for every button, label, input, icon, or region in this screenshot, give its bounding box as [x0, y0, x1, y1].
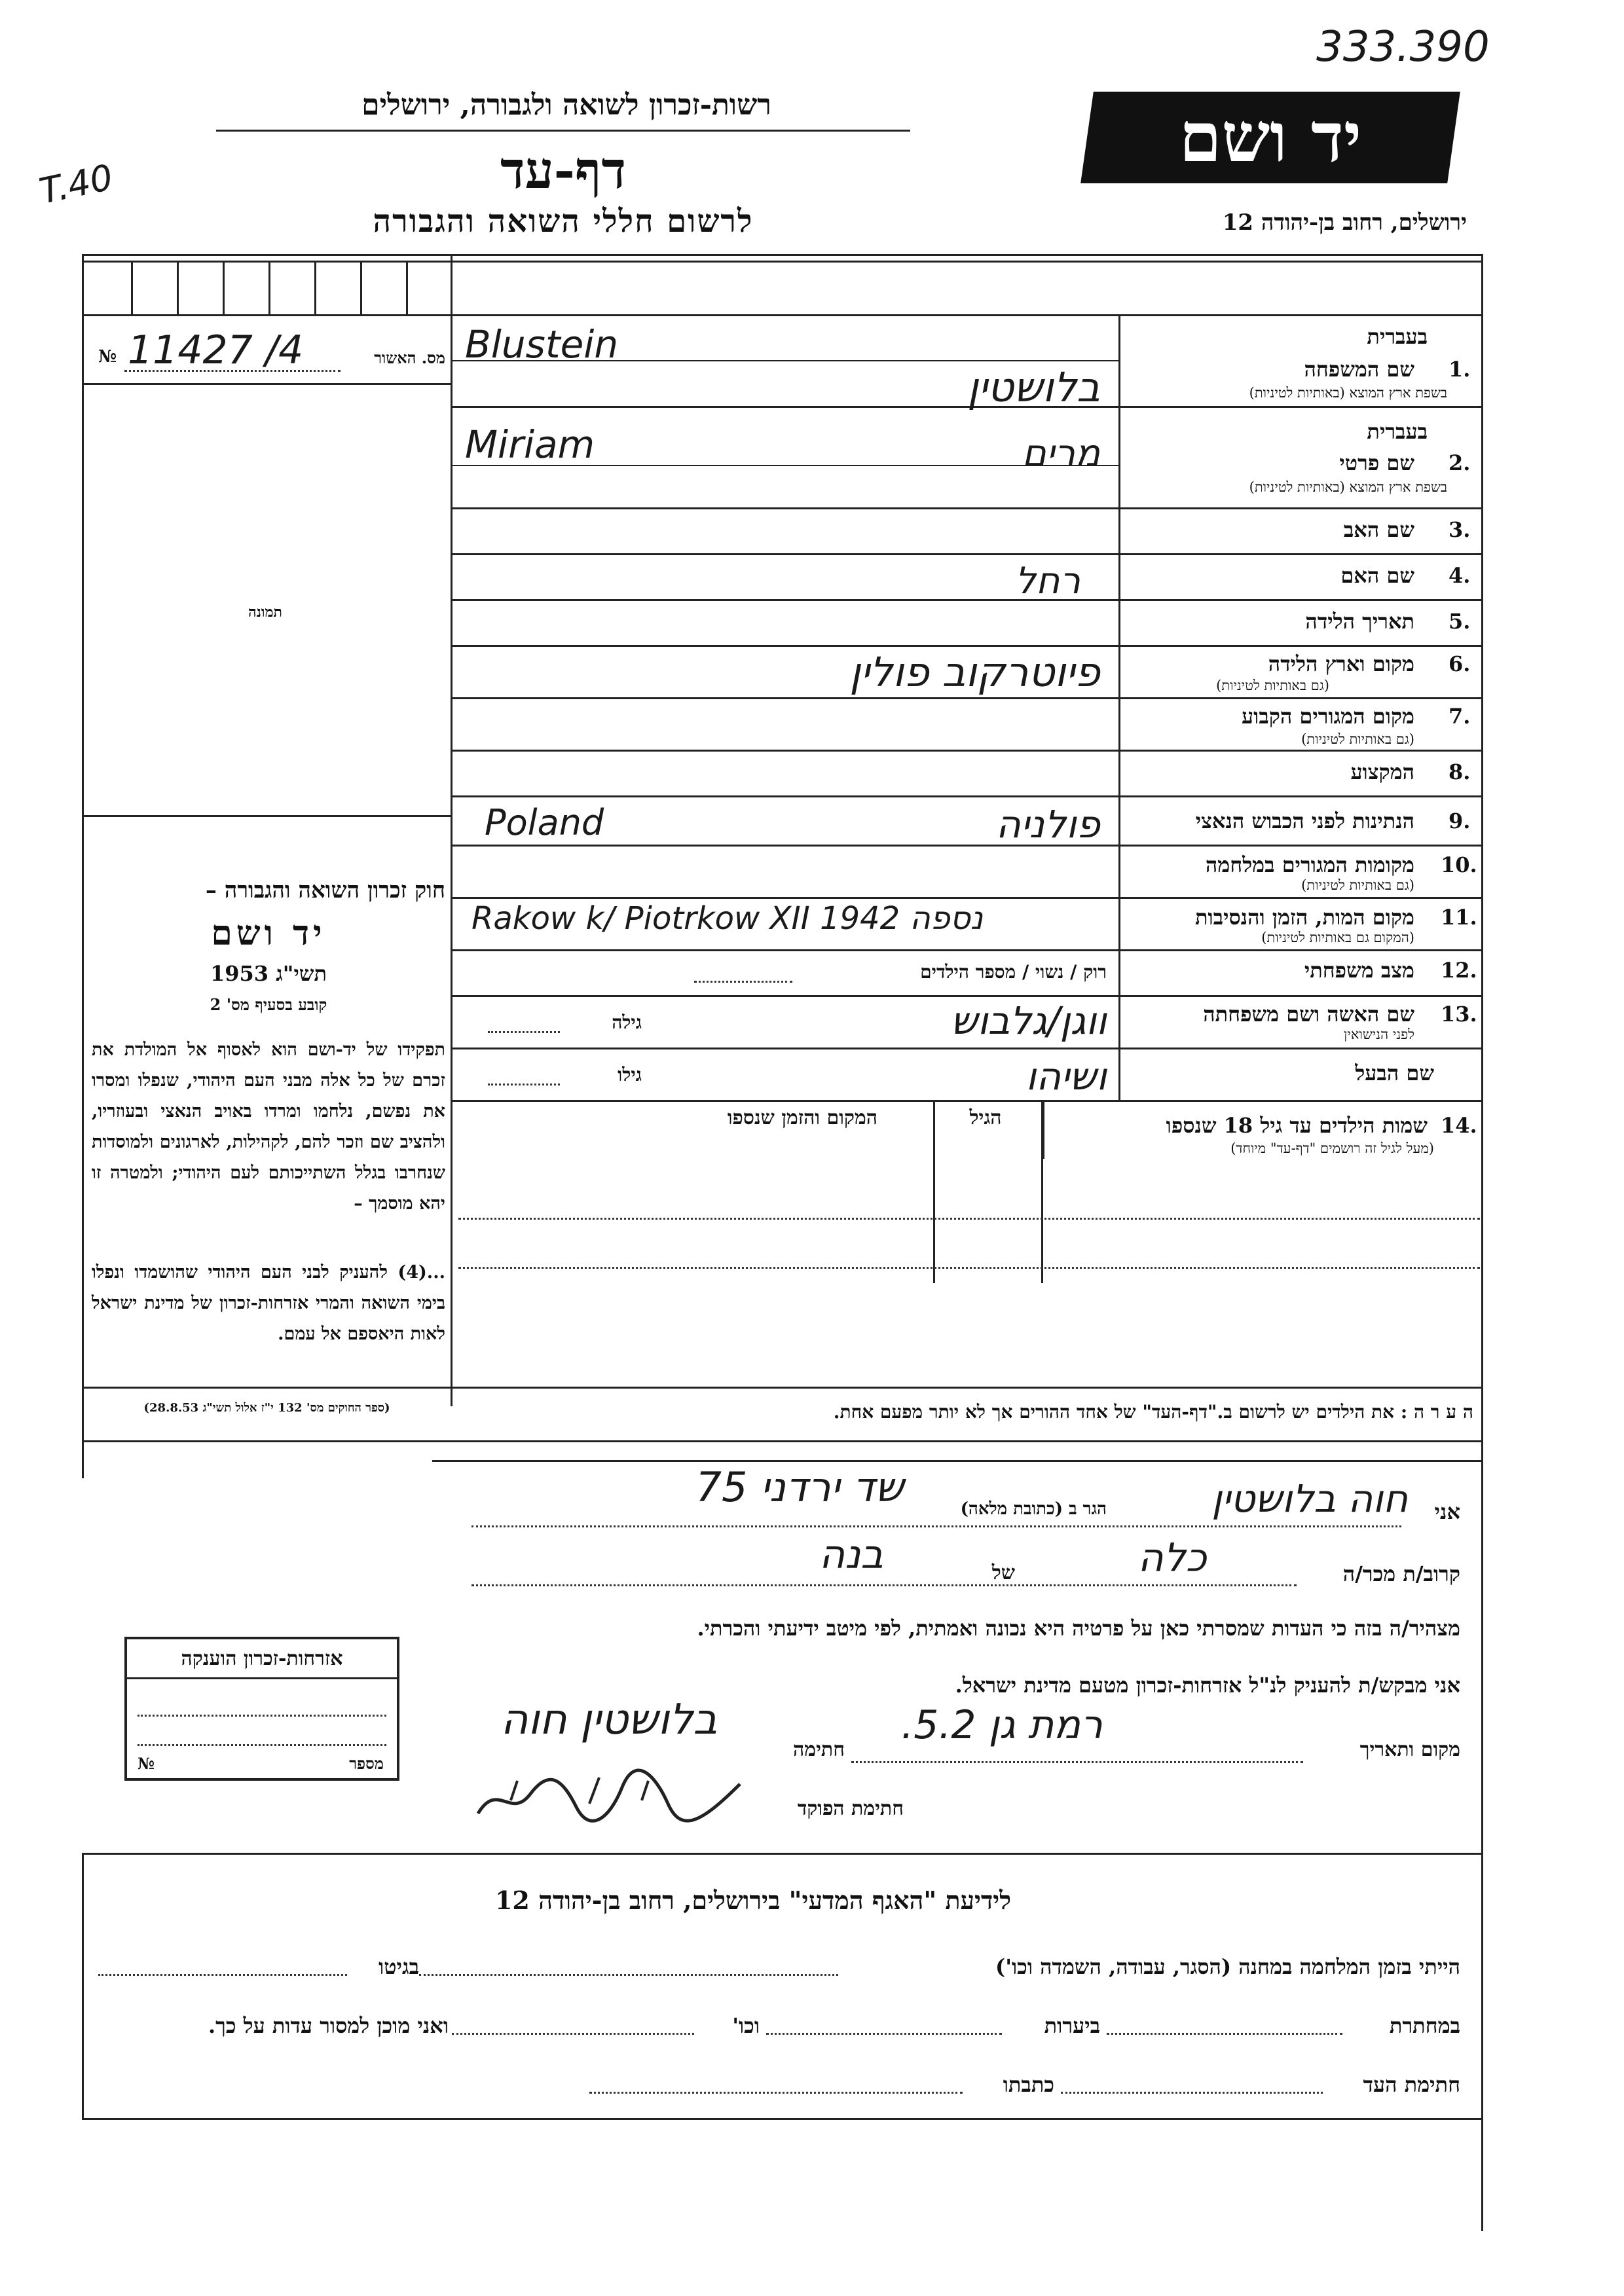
field-1-hebrew: בלושטין [967, 363, 1100, 411]
photo-box-bottom [82, 815, 452, 817]
footer-line3-dots-b [589, 2092, 963, 2094]
children-label: שמות הילדים עד גיל 18 שנספו [1166, 1113, 1428, 1138]
field-2-num: 2. [1449, 450, 1471, 475]
footer-line2-c: וכו' [732, 2013, 760, 2038]
footer-line2-dots-b [766, 2033, 1002, 2035]
children-num: 14. [1441, 1113, 1477, 1138]
children-section-bottom [451, 1387, 1483, 1389]
field-5-label: תאריך הלידה [1305, 609, 1414, 634]
field-8-label: המקצוע [1350, 759, 1414, 784]
field-3-label: שם האב [1343, 517, 1414, 542]
field-2-sub: בשפת ארץ המוצא (באותיות לטיניות) [1249, 479, 1447, 495]
clerk-signature-scribble [471, 1768, 747, 1827]
footer-line3-dots-a [1061, 2092, 1323, 2094]
field-13-value: ווגן/גלבוש [950, 998, 1107, 1043]
decl-ani: אני [1434, 1499, 1460, 1524]
field-6-num: 6. [1449, 651, 1471, 676]
row-sep-2 [451, 507, 1483, 509]
authority-underline [216, 130, 910, 132]
field-13-age-label: גילה [612, 1011, 642, 1033]
field-6-label: מקום וארץ הלידה [1268, 651, 1414, 676]
footer-line1-dots-b [98, 1974, 347, 1976]
field-2-tag: בעברית [1367, 419, 1428, 444]
approval-label: מס. האשור [374, 348, 445, 367]
note-bottom-2 [432, 1460, 1483, 1462]
photo-label: תמונה [248, 604, 282, 621]
field-2-latin: Miriam [465, 422, 595, 467]
field-13-sub: לפני הנישואין [1344, 1027, 1414, 1042]
field-11-sub: (המקום גם באותיות לטיניות) [1261, 930, 1414, 945]
strip-cell-3 [223, 261, 225, 314]
note-bottom [82, 1440, 1483, 1442]
authority-line: רשות-זכרון לשואה ולגבורה, ירושלים [361, 88, 771, 122]
children-row-2 [458, 1267, 1480, 1269]
field-10-sub: (גם באותיות לטיניות) [1301, 877, 1414, 893]
decl-clerk-label: חתימת הפוקד [797, 1797, 904, 1820]
footer-left [82, 1853, 84, 2120]
margin-note: T.40 [35, 156, 117, 213]
decl-place-date-label: מקום ותאריך [1359, 1738, 1460, 1761]
law-title: חוק זכרון השואה והגבורה – [205, 877, 445, 903]
footer-line2-b: ביערות [1044, 2013, 1100, 2038]
footer-line2-a: במחתרת [1389, 2013, 1460, 2038]
husband-age-dots [488, 1084, 560, 1085]
archive-number: 333.390 [1316, 23, 1490, 71]
strip-cell-2 [177, 261, 179, 314]
strip-cell-1 [131, 261, 133, 314]
photo-box-top [82, 383, 452, 385]
row-sep-8 [451, 795, 1483, 797]
strip-cell-5 [314, 261, 316, 314]
field-6-sub: (גם באותיות לטיניות) [1216, 678, 1329, 693]
children-col-place: המקום והזמן שנספו [727, 1106, 877, 1129]
row-sep-12 [451, 995, 1483, 997]
field-7-sub: (גם באותיות לטיניות) [1301, 731, 1414, 747]
law-citation: (ספר החוקים מס' 132 י"ז אלול תשי"ג 28.8.53) [143, 1401, 390, 1415]
husband-age-label: גילו [618, 1064, 642, 1085]
field-9-num: 9. [1449, 809, 1471, 833]
law-para-1: תפקידו של יד-ושם הוא לאסוף אל המולדת את זכרם של כל אלה מבני העם היהודי, שנפלו ומסרו את נפשם, נלחמו ומרדו באויב הנאצי ובעוזריו, ולהציב שם וזכר להם, לקהילות, לארגונים ולמוסדות שנחרבו בגלל השתייכותם לעם היהודי; ולמטרה זו יהא מוסמך – [92, 1040, 445, 1214]
decl-of-label: של [991, 1561, 1015, 1584]
citizenship-no-sign: № [138, 1754, 155, 1773]
row-sep-7 [451, 750, 1483, 752]
declaration-bottom [82, 1853, 1483, 1855]
frame-top [82, 254, 1483, 256]
footer-line1-a: הייתי בזמן המלחמה במחנה (הסגר, עבודה, השמדה וכו') [995, 1954, 1460, 1979]
note-line: ה ע ר ה : את הילדים יש לרשום ב."דף-העד" של אחד ההורים אך לא יותר מפעם אחת. [833, 1401, 1473, 1423]
decl-address-value: שד ירדני 75 [695, 1463, 904, 1511]
field-3-num: 3. [1449, 517, 1471, 542]
field-11-num: 11. [1441, 905, 1477, 930]
field-13-label: שם האשה ושם משפחתה [1203, 1002, 1414, 1027]
row-sep-3 [451, 553, 1483, 555]
field-9-label: הנתינות לפני הכבוש הנאצי [1195, 809, 1414, 833]
frame-top-2 [82, 261, 1483, 263]
law-name: יד ושם [211, 913, 326, 953]
decl-ani-value: חוה בלושטין [1211, 1476, 1408, 1521]
field-11-label: מקום המות, הזמן והנסיבות [1194, 905, 1414, 930]
children-col-b [933, 1100, 935, 1283]
field-12-num: 12. [1441, 958, 1477, 983]
citizenship-sep [127, 1677, 397, 1679]
strip-cell-4 [268, 261, 270, 314]
decl-of-value: בנה [819, 1532, 883, 1578]
field-4-num: 4. [1449, 563, 1471, 588]
children-col-age: הגיל [969, 1106, 1002, 1129]
decl-statement-1: מצהיר/ה בזה כי העדות שמסרתי כאן על פרטיה היא נכונה ואמתית, לפי מיטב ידיעתי והכרתי. [697, 1616, 1460, 1641]
field-6-value: פיוטרקוב פולין [849, 648, 1100, 696]
decl-place-date-value: רמת גן 5.2. [901, 1702, 1103, 1748]
footer-title: לידיעת "האגף המדעי" בירושלים, רחוב בן-יהודה 12 [494, 1886, 1012, 1915]
field-4-value: רחל [1014, 560, 1080, 602]
top-strip-bottom [82, 314, 1483, 316]
field-10-label: מקומות המגורים במלחמה [1205, 852, 1414, 877]
row-sep-14 [451, 1100, 1483, 1102]
frame-left [82, 254, 84, 1478]
field-4-label: שם האם [1340, 563, 1414, 588]
law-sep [82, 1387, 452, 1389]
row-sep-13 [451, 1048, 1483, 1049]
husband-label: שם הבעל [1355, 1061, 1434, 1085]
decl-address-label: הגר ב (כתובת מלאה) [960, 1499, 1107, 1519]
decl-signature-value: בלושטין חוה [500, 1696, 718, 1744]
field-9-hebrew: פולניה [995, 802, 1100, 847]
field-1-latin: Blustein [465, 322, 619, 367]
row-sep-11 [451, 949, 1483, 951]
row-sep-6 [451, 697, 1483, 699]
field-11-value: Rakow k/ Piotrkow XII 1942 נספה [471, 900, 984, 937]
field-1-sub: בשפת ארץ המוצא (באותיות לטיניות) [1249, 385, 1447, 401]
field-12-dots [694, 981, 792, 983]
row-sep-10 [451, 897, 1483, 899]
field-10-num: 10. [1441, 852, 1477, 877]
footer-line1-b: בגיטו [378, 1954, 419, 1979]
law-year: תשי"ג 1953 [210, 961, 327, 986]
citizenship-box-title: אזרחות-זכרון הוענקה [181, 1647, 343, 1670]
approval-dots [124, 370, 341, 372]
form-title: דף-עד [500, 141, 626, 200]
approval-number: 11427 /4 [128, 327, 304, 373]
footer-line3-b: כתבתו [1003, 2072, 1054, 2097]
field-13-age-dots [488, 1031, 560, 1033]
decl-line-1 [471, 1525, 1401, 1527]
field-13-num: 13. [1441, 1002, 1477, 1027]
frame-right [1481, 254, 1483, 2231]
footer-line3-a: חתימת העד [1363, 2072, 1460, 2097]
decl-place-dots [851, 1761, 1303, 1763]
citizenship-box [124, 1637, 399, 1781]
strip-cell-6 [360, 261, 362, 314]
logo-text: יד ושם [1179, 97, 1362, 177]
row-sep-5 [451, 645, 1483, 647]
decl-signature-label: חתימה [793, 1738, 845, 1761]
field-12-options: רוק / נשוי / מספר הילדים [920, 961, 1107, 983]
footer-bottom [82, 2118, 1483, 2120]
children-row-1 [458, 1218, 1480, 1220]
decl-relative-value: כלה [1137, 1535, 1207, 1581]
field-7-label: מקום המגורים הקבוע [1242, 704, 1414, 729]
field-2-label: שם פרטי [1339, 450, 1414, 475]
decl-statement-2: אני מבקש/ת להעניק לנ"ל אזרחות-זכרון מטעם מדינת ישראל. [955, 1673, 1460, 1698]
field-1-label: שם המשפחה [1304, 357, 1414, 382]
footer-line1-dots-a [419, 1974, 838, 1976]
citizenship-dots-2 [138, 1744, 386, 1746]
field-5-num: 5. [1449, 609, 1471, 634]
field-12-label: מצב משפחתי [1304, 958, 1414, 983]
field-9-latin: Poland [485, 802, 604, 843]
address: ירושלים, רחוב בן-יהודה 12 [1222, 210, 1467, 236]
children-sub: (מעל לגיל זה רושמים "דף-עד" מיוחד) [1230, 1140, 1434, 1156]
yad-vashem-logo [1080, 92, 1460, 183]
footer-line2-dots-a [1107, 2033, 1342, 2035]
field-7-num: 7. [1449, 704, 1471, 729]
footer-line2-d: ואני מוכן למסור עדות על כך. [208, 2013, 449, 2038]
field-8-num: 8. [1449, 759, 1471, 784]
left-column-divider [451, 254, 452, 1406]
decl-line-2 [471, 1584, 1297, 1586]
law-clause: קובע בסעיף מס' 2 [210, 995, 327, 1014]
form-subtitle: לרשום חללי השואה והגבורה [373, 203, 754, 240]
field-2-hebrew: מרים [1022, 432, 1100, 475]
approval-no-sign: № [98, 347, 117, 367]
footer-line2-dots-c [452, 2033, 694, 2035]
strip-cell-7 [406, 261, 408, 314]
children-col-c [1041, 1100, 1044, 1159]
citizenship-number-label: מספר [349, 1754, 384, 1773]
citizenship-dots-1 [138, 1715, 386, 1717]
husband-value: ושיהו [1025, 1054, 1107, 1099]
field-1-num: 1. [1449, 357, 1471, 382]
decl-relative-label: קרוב/ת מכר/ה [1342, 1561, 1460, 1586]
field-1-tag: בעברית [1367, 324, 1428, 349]
clerk-signature [471, 1768, 747, 1827]
law-para-2: ...(4) להעניק לבני העם היהודי שהושמדו ונפלו בימי השואה והמרי אזרחות-זכרון של מדינת ישראל לאות היאספם אל עמם. [92, 1262, 445, 1344]
label-column-divider [1118, 314, 1120, 1101]
